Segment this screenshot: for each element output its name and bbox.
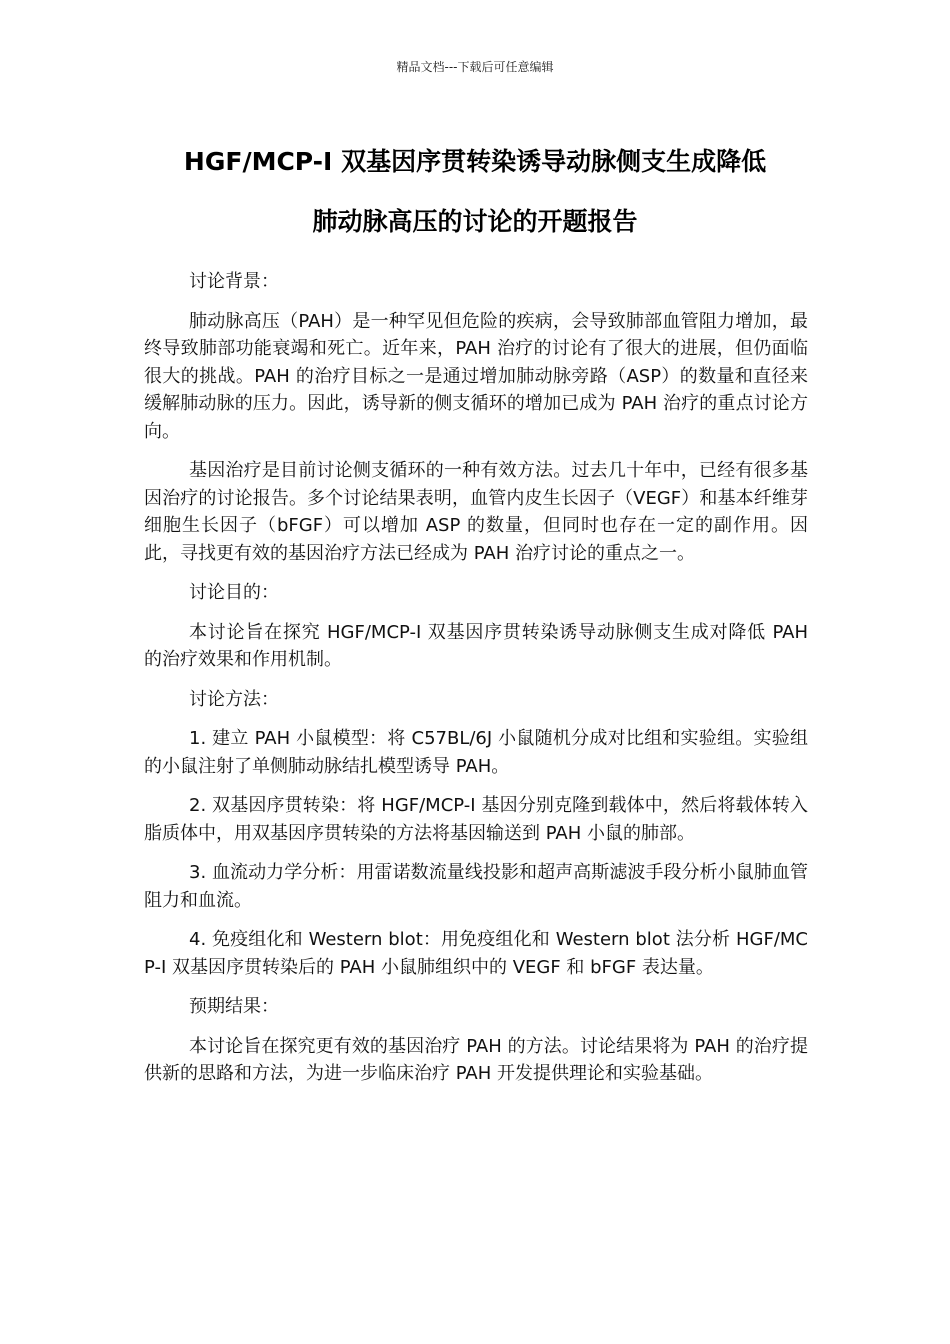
page-header: 精品文档---下载后可任意编辑 (396, 60, 554, 74)
background-heading: 讨论背景： (189, 271, 279, 292)
purpose-paragraph: 本讨论旨在探究 HGF/MCP-I 双基因序贯转染诱导动脉侧支生成对降低 PAH 的治疗效果和作用机制。 (144, 621, 808, 670)
background-paragraph-1: 肺动脉高压（PAH）是一种罕见但危险的疾病，会导致肺部血管阻力增加，最终导致肺部功能衰竭和死亡。近年来，PAH 治疗的讨论有了很大的进展，但仍面临很大的挑战。PAH 的治疗目标之一是通过增加肺动脉旁路（ASP）的数量和直径来缓解肺动脉的压力。因此，诱导新的侧支循环的增加已成为 PAH 治疗的重点讨论方向。 (144, 310, 808, 442)
document-title-line-1: HGF/MCP-I 双基因序贯转染诱导动脉侧支生成降低 (183, 147, 767, 176)
method-item-4: 4. 免疫组化和 Western blot：用免疫组化和 Western blot 法分析 HGF/MCP-I 双基因序贯转染后的 PAH 小鼠肺组织中的 VEGF 和 bFGF 表达量。 (144, 929, 808, 978)
method-item-1: 1. 建立 PAH 小鼠模型：将 C57BL/6J 小鼠随机分成对比组和实验组。实验组的小鼠注射了单侧肺动脉结扎模型诱导 PAH。 (144, 728, 808, 777)
method-item-2: 2. 双基因序贯转染：将 HGF/MCP-I 基因分别克隆到载体中，然后将载体转入脂质体中，用双基因序贯转染的方法将基因输送到 PAH 小鼠的肺部。 (144, 795, 808, 844)
document-body (144, 268, 808, 1100)
method-heading: 讨论方法： (189, 688, 279, 710)
method-item-3: 3. 血流动力学分析：用雷诺数流量线投影和超声高斯滤波手段分析小鼠肺血管阻力和血流。 (144, 862, 808, 911)
result-heading: 预期结果： (189, 996, 279, 1017)
purpose-heading: 讨论目的： (189, 582, 279, 603)
background-paragraph-2: 基因治疗是目前讨论侧支循环的一种有效方法。过去几十年中，已经有很多基因治疗的讨论报告。多个讨论结果表明，血管内皮生长因子（VEGF）和基本纤维芽细胞生长因子（bFGF）可以增加 ASP 的数量，但同时也存在一定的副作用。因此，寻找更有效的基因治疗方法已经成为 PAH 治疗讨论的重点之一。 (144, 460, 808, 564)
result-paragraph: 本讨论旨在探究更有效的基因治疗 PAH 的方法。讨论结果将为 PAH 的治疗提供新的思路和方法，为进一步临床治疗 PAH 开发提供理论和实验基础。 (144, 1035, 808, 1084)
document-title (100, 132, 850, 252)
document-title-line-2: 肺动脉高压的讨论的开题报告 (312, 207, 638, 236)
